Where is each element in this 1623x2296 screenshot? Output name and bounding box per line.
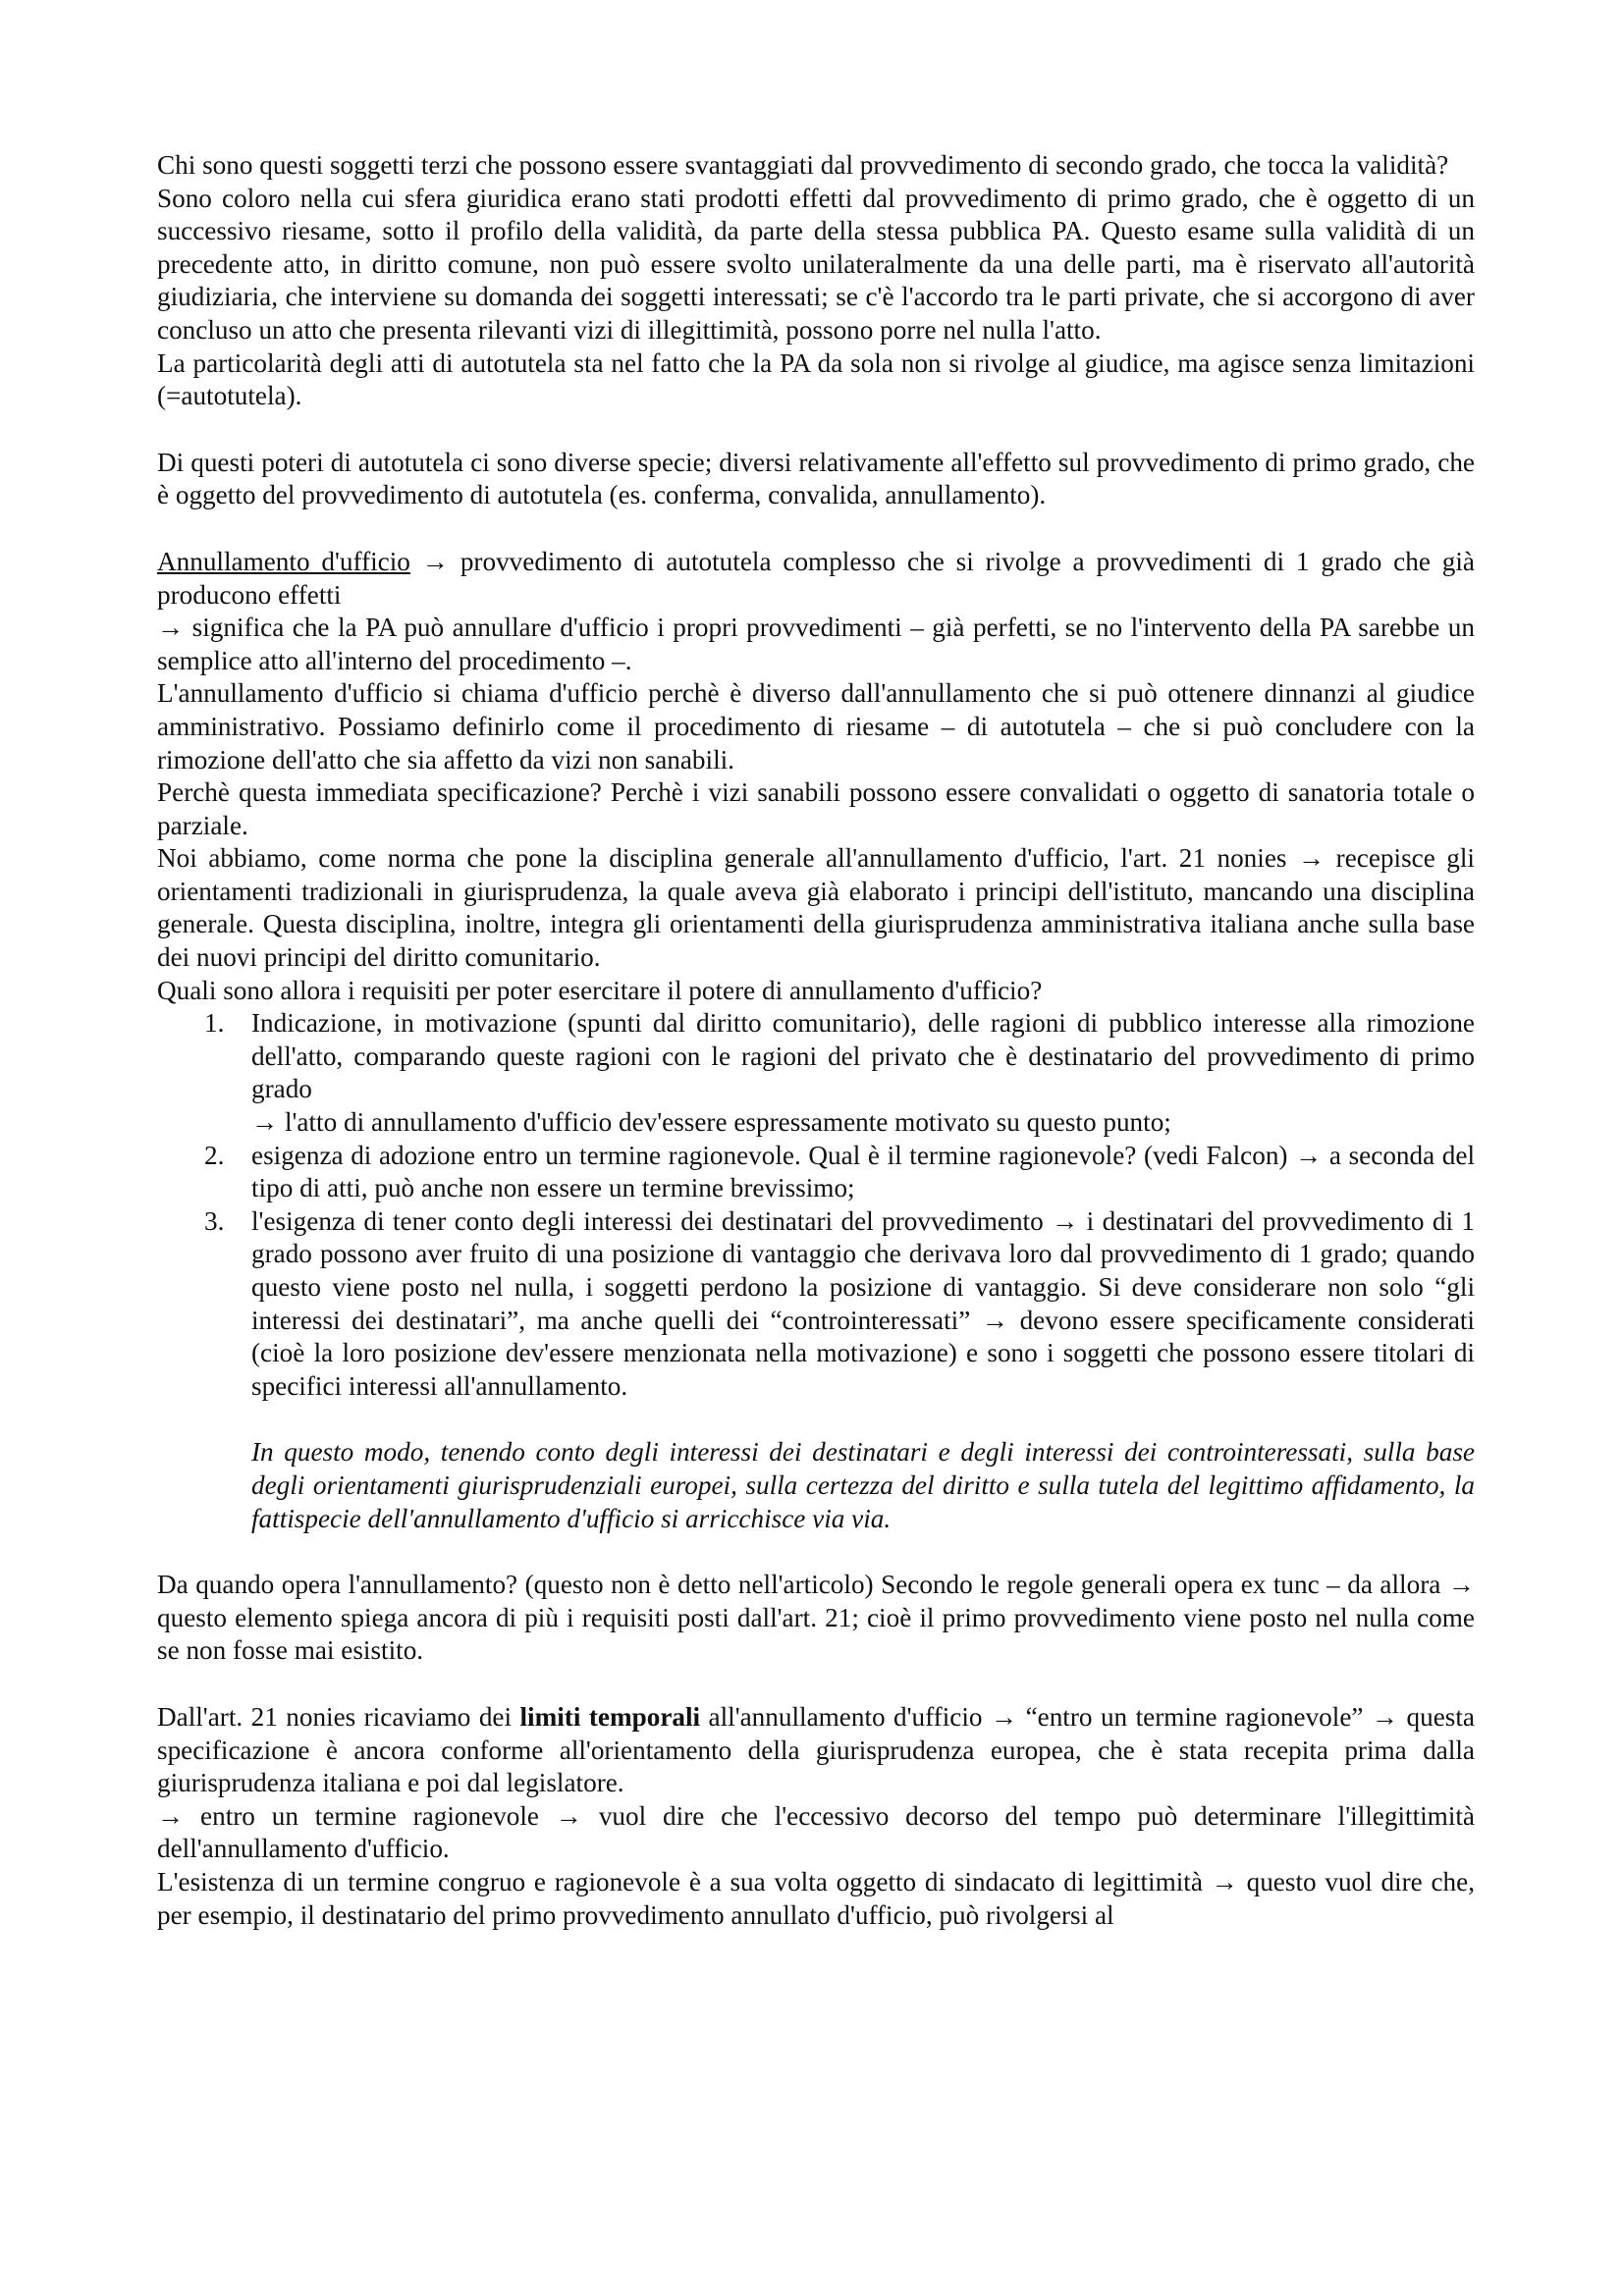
paragraph-12-b: all'annullamento d'ufficio → “entro un termine ragionevole” → questa specificazione è ancora conforme all'orientamento della giurisprudenza europea, che è stata recepita prima dalla giurisprudenza italiana e poi dal legislatore. — [157, 1701, 1475, 1798]
paragraph-1: Chi sono questi soggetti terzi che possono essere svantaggiati dal provvedimento di secondo grado, che tocca la validità? — [157, 150, 1449, 180]
list-item — [157, 1140, 1475, 1205]
paragraph-5-rest: → provvedimento di autotutela complesso che si rivolge a provvedimenti di 1 grado che già producono effetti — [157, 546, 1475, 610]
spacer — [157, 1403, 1475, 1436]
paragraph-2: Sono coloro nella cui sfera giuridica erano stati prodotti effetti dal provvedimento di primo grado, che è oggetto di un successivo riesame, sotto il profilo della validità, da parte della stessa pubblica PA. Questo esame sulla validità di un precedente atto, in diritto comune, non può essere svolto unilateralmente da una delle parti, ma è riservato all'autorità giudiziaria, che interviene su domanda dei soggetti interessati; se c'è l'accordo tra le parti private, che si accorgono di aver concluso un atto che presenta rilevanti vizi di illegittimità, possono porre nel nulla l'atto. — [157, 183, 1475, 345]
list-item-subtext: → l'atto di annullamento d'ufficio dev'essere espressamente motivato su questo punto; — [251, 1107, 1171, 1138]
italic-note: In questo modo, tenendo conto degli interessi dei destinatari e degli interessi dei controinteressati, sulla base degli orientamenti giurisprudenziali europei, sulla certezza del diritto e sulla tutela del legittimo affidamento, la fattispecie dell'annullamento d'ufficio si arricchisce via via. — [251, 1437, 1475, 1533]
paragraph-10: Quali sono allora i requisiti per poter esercitare il potere di annullamento d'ufficio? — [157, 975, 1043, 1005]
paragraph-6: → significa che la PA può annullare d'ufficio i propri provvedimenti – già perfetti, se no l'intervento della PA sarebbe un semplice atto all'interno del procedimento –. — [157, 613, 1475, 675]
list-number: 1. — [204, 1008, 225, 1039]
paragraph-8: Perchè questa immediata specificazione? Perchè i vizi sanabili possono essere convalidati o oggetto di sanatoria totale o parziale. — [157, 777, 1475, 840]
list-item-text: Indicazione, in motivazione (spunti dal diritto comunitario), delle ragioni di pubblico interesse alla rimozione dell'atto, comparando queste ragioni con le ragioni del privato che è destinatario del provvedimento di primo grado — [251, 1008, 1475, 1104]
list-item — [157, 1007, 1475, 1139]
spacer — [157, 1668, 1475, 1701]
requirements-list — [157, 1007, 1475, 1403]
paragraph-4: Di questi poteri di autotutela ci sono diverse specie; diversi relativamente all'effetto sul provvedimento di primo grado, che è oggetto del provvedimento di autotutela (es. conferma, convalida, annullamento). — [157, 447, 1475, 510]
term-annullamento: Annullamento d'ufficio — [157, 546, 410, 576]
paragraph-3: La particolarità degli atti di autotutela sta nel fatto che la PA da sola non si rivolge al giudice, ma agisce senza limitazioni (=autotutela). — [157, 347, 1475, 411]
paragraph-7: L'annullamento d'ufficio si chiama d'ufficio perchè è diverso dall'annullamento che si può ottenere dinnanzi al giudice amministrativo. Possiamo definirlo come il procedimento di riesame – di autotutela – che si può concludere con la rimozione dell'atto che sia affetto da vizi non sanabili. — [157, 678, 1475, 774]
list-item-text: esigenza di adozione entro un termine ragionevole. Qual è il termine ragionevole? (vedi Falcon) → a seconda del tipo di atti, può anche non essere un termine brevissimo; — [251, 1140, 1475, 1203]
bold-term: limiti temporali — [519, 1701, 701, 1732]
paragraph-11: Da quando opera l'annullamento? (questo non è detto nell'articolo) Secondo le regole generali opera ex tunc – da allora → questo elemento spiega ancora di più i requisiti posti dall'art. 21; cioè il primo provvedimento viene posto nel nulla come se non fosse mai esistito. — [157, 1570, 1475, 1666]
list-item-text: l'esigenza di tener conto degli interessi dei destinatari del provvedimento → i destinatari del provvedimento di 1 grado possono aver fruito di una posizione di vantaggio che derivava loro dal provvedimento di 1 grado; quando questo viene posto nel nulla, i soggetti perdono la posizione di vantaggio. Si deve considerare non solo “gli interessi dei destinatari”, ma anche quelli dei “controinteressati” → devono essere specificamente considerati (cioè la loro posizione dev'essere menzionata nella motivazione) e sono i soggetti che possono essere titolari di specifici interessi all'annullamento. — [251, 1205, 1475, 1401]
spacer — [157, 413, 1475, 447]
spacer — [157, 1535, 1475, 1569]
list-number: 3. — [204, 1205, 225, 1236]
paragraph-12 — [157, 1701, 1475, 1800]
document-page — [157, 149, 1475, 1932]
paragraph-9: Noi abbiamo, come norma che pone la disciplina generale all'annullamento d'ufficio, l'art. 21 nonies → recepisce gli orientamenti tradizionali in giurisprudenza, la quale aveva già elaborato i principi dell'istituto, mancando una disciplina generale. Questa disciplina, inoltre, integra gli orientamenti della giurisprudenza amministrativa italiana anche sulla base dei nuovi principi del diritto comunitario. — [157, 843, 1475, 973]
list-item — [157, 1205, 1475, 1404]
paragraph-13: → entro un termine ragionevole → vuol dire che l'eccessivo decorso del tempo può determinare l'illegittimità dell'annullamento d'ufficio. — [157, 1800, 1475, 1864]
list-number: 2. — [204, 1140, 225, 1170]
spacer — [157, 512, 1475, 546]
paragraph-12-a: Dall'art. 21 nonies ricaviamo dei — [157, 1701, 520, 1732]
paragraph-14: L'esistenza di un termine congruo e ragionevole è a sua volta oggetto di sindacato di legittimità → questo vuol dire che, per esempio, il destinatario del primo provvedimento annullato d'ufficio, può rivolgersi al — [157, 1866, 1475, 1930]
paragraph-5 — [157, 546, 1475, 612]
